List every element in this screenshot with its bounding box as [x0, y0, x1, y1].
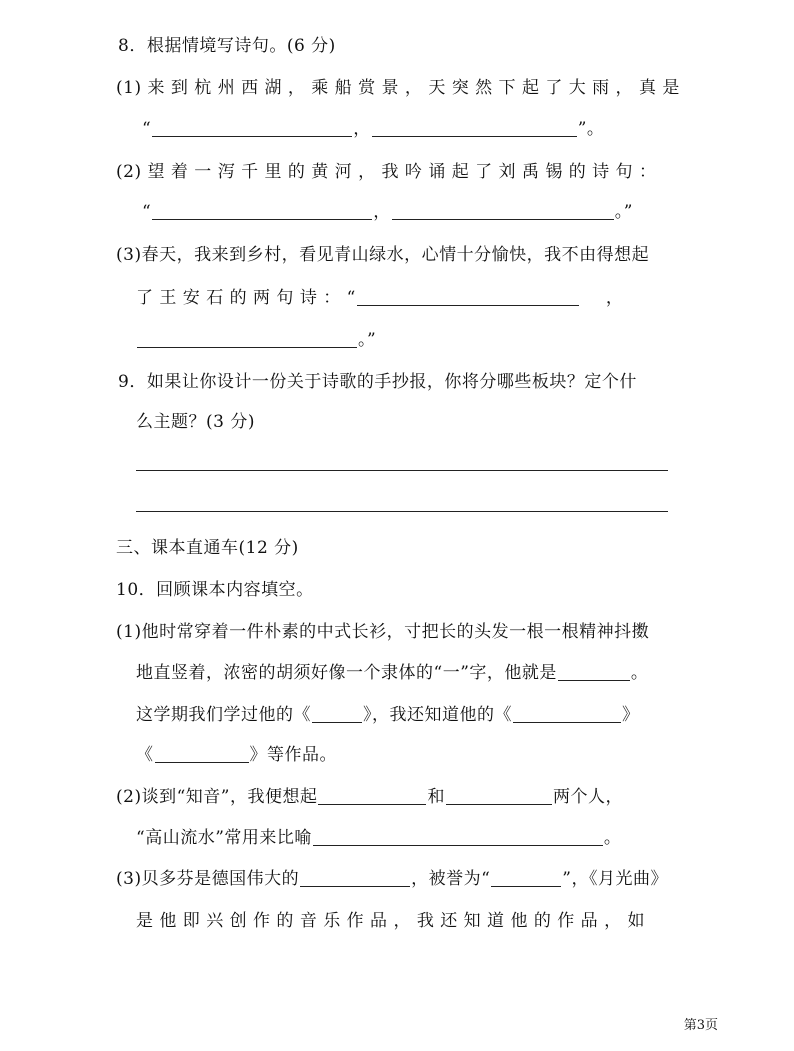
comma: ，: [605, 288, 624, 308]
period: 。: [630, 663, 649, 683]
q10-part1-line-1: (1)他时常穿着一件朴素的中式长衫，寸把长的头发一根一根精神抖擞: [116, 622, 650, 642]
q10-part1-text-e: 》等作品。: [249, 745, 337, 765]
q10-part1-line-4: [136, 743, 337, 767]
q10-part1-text-b: 》，我还知道他的《: [363, 705, 512, 725]
q8-title: 8．根据情境写诗句。(6 分): [118, 36, 336, 56]
q8-part1-blank-2[interactable]: [372, 118, 577, 137]
comma: ，: [353, 119, 371, 139]
q8-part3-answer-line-2: [136, 328, 376, 352]
q8-part2-answer-line: [142, 200, 633, 224]
close-quote: ”。: [577, 119, 605, 139]
q10-part2-text-d: “高山流水”常用来比喻: [136, 828, 312, 848]
q10-part2-line-2: [136, 826, 621, 850]
q10-part3-text-b: ，被誉为“: [411, 869, 491, 889]
q9-prompt-line-2: 么主题？(3 分): [136, 412, 255, 432]
q10-part1-blank-work-3[interactable]: [155, 744, 249, 763]
q9-answer-rule-1[interactable]: [136, 470, 668, 471]
q8-part3-prompt: (3)春天，我来到乡村，看见青山绿水，心情十分愉快，我不由得想起: [116, 245, 650, 265]
q8-part1-prompt: (1) 来 到 杭 州 西 湖 ， 乘 船 赏 景 ， 天 突 然 下 起 了 大 雨 ， 真 是: [116, 78, 680, 98]
q10-part1-text: 地直竖着，浓密的胡须好像一个隶体的“一”字，他就是: [136, 663, 557, 683]
q10-title: 10．回顾课本内容填空。: [116, 580, 314, 600]
page-number: 第3页: [683, 1018, 718, 1033]
close-quote: 。”: [614, 202, 633, 222]
q8-part3-text: 了 王 安 石 的 两 句 诗 ： “: [136, 288, 356, 308]
q9-prompt-line-1: 9．如果让你设计一份关于诗歌的手抄报，你将分哪些板块？定个什: [118, 372, 637, 392]
q8-part3-answer-line-1: [136, 286, 623, 310]
comma: ，: [373, 202, 391, 222]
q8-part1-blank-1[interactable]: [152, 118, 352, 137]
q10-part2-blank-meaning[interactable]: [313, 827, 603, 846]
q10-part3-text-a: (3)贝多芬是德国伟大的: [116, 869, 300, 889]
q10-part2-text-a: (2)谈到“知音”，我便想起: [116, 787, 318, 807]
q8-part2-blank-2[interactable]: [392, 201, 614, 220]
q10-part3-blank-nickname[interactable]: [491, 868, 561, 887]
q10-part1-text-d: 《: [136, 745, 154, 765]
q9-answer-rule-2[interactable]: [136, 511, 668, 512]
q10-part1-blank-work-2[interactable]: [513, 704, 621, 723]
period: 。: [603, 828, 622, 848]
q10-part2-blank-person-2[interactable]: [446, 786, 552, 805]
q10-part1-text-a: 这学期我们学过他的《: [136, 705, 311, 725]
q10-part3-text-c: ”，《月光曲》: [562, 869, 668, 889]
open-quote: “: [142, 119, 152, 139]
q10-part2-text-c: 两个人，: [552, 787, 623, 807]
q8-part2-prompt: (2) 望 着 一 泻 千 里 的 黄 河 ， 我 吟 诵 起 了 刘 禹 锡 的 诗 句 ：: [116, 162, 657, 182]
q10-part2-line-1: [116, 785, 623, 809]
q8-part3-blank-1[interactable]: [357, 287, 579, 306]
q8-part2-blank-1[interactable]: [152, 201, 372, 220]
q8-part3-blank-2[interactable]: [137, 329, 357, 348]
q10-part3-blank-title[interactable]: [300, 868, 410, 887]
q10-part1-line-3: [136, 703, 640, 727]
section3-heading: 三、课本直通车(12 分): [116, 538, 299, 558]
q10-part1-text-c: 》: [622, 705, 640, 725]
q10-part2-blank-person-1[interactable]: [318, 786, 426, 805]
q10-part1-line-2: [136, 661, 648, 685]
close-quote: 。”: [358, 330, 377, 350]
q10-part1-blank-work-1[interactable]: [312, 704, 362, 723]
q10-part3-line-2: 是 他 即 兴 创 作 的 音 乐 作 品 ， 我 还 知 道 他 的 作 品 ， 如: [136, 911, 645, 931]
q10-part3-line-1: [116, 867, 668, 891]
q10-part2-text-b: 和: [427, 787, 445, 807]
open-quote: “: [142, 202, 152, 222]
q10-part1-blank-name[interactable]: [558, 662, 630, 681]
q8-part1-answer-line: [142, 117, 604, 141]
